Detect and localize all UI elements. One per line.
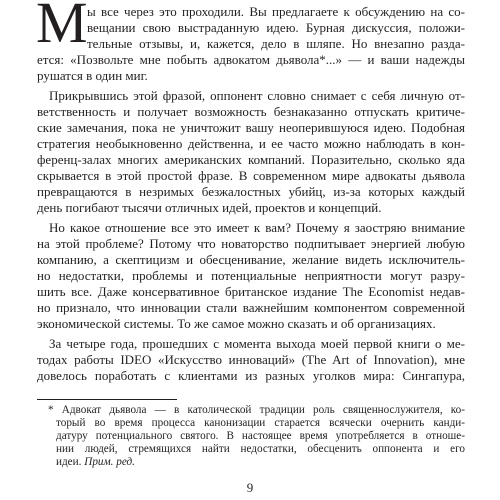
body-line: экономической системы. То же самое можно сказать и об организациях.: [37, 316, 436, 331]
body-line: ские замечания, пока не уничтожит вашу неоперившуюся идею. Подобная: [37, 120, 465, 135]
body-line: тельные отзывы, и, кажется, дело в шляпе. Но внезапно разда-: [87, 36, 465, 51]
body-line: но признало, что инновации стали важнейшим компонентом современной: [37, 300, 465, 315]
body-line: стратегия необыкновенно действенна, и ее часто можно наблюдать в кон-: [37, 136, 465, 151]
editor-note: Прим. ред.: [84, 456, 135, 468]
body-line: ется: «Позвольте мне побыть адвокатом дьявола*...» — и ваши надежды: [37, 52, 465, 67]
body-line: шить все. Даже консервативное британское издание The Economist недав-: [37, 284, 465, 299]
footnote-line: [56, 456, 465, 469]
body-line: скрывается в этой простой фразе. В современном мире адвокаты дьявола: [37, 168, 465, 183]
body-line: тодах работы IDEO «Искусство инноваций» (The Art of Innovation), мне: [37, 352, 465, 367]
body-line: на этой проблеме? Потому что новаторство подпитывает энергией любую: [37, 236, 465, 251]
body-line: день погибают тысячи отличных идей, проектов и концепций.: [37, 200, 382, 215]
body-line: рушатся в один миг.: [37, 68, 148, 83]
footnote-line: торый во время процесса канонизации старается всячески очернить канди-: [56, 417, 465, 429]
footnote-text: идеи.: [56, 456, 82, 468]
body-line: ференц-залах многих американских компаний. Поразительно, сколько яда: [37, 152, 465, 167]
body-line: Но какое отношение все это имеет к вам? Почему я заостряю внимание: [49, 220, 465, 235]
body-line: компанию, а скептицизм и обесценивание, желание видеть исключитель-: [37, 252, 465, 267]
footnote-divider: [37, 399, 177, 400]
body-line: но недостатки, проблемы и потенциальные неприятности могут разру-: [37, 268, 465, 283]
footnote-line: нии людей, стремящихся найти недостатки, обесценить оппонента и его: [56, 443, 465, 455]
page-number: 9: [246, 480, 254, 495]
body-line: ветственность и получает возможность безнаказанно отпускать критиче-: [37, 104, 465, 119]
body-line: ы все через это проходили. Вы предлагаете к обсуждению на со-: [87, 4, 465, 19]
body-line: превращаются в незримых безжалостных убийц, из-за которых каждый: [37, 184, 465, 199]
body-line: вещании свою выстраданную идею. Бурная дискуссия, положи-: [87, 20, 465, 35]
body-line: За четыре года, прошедших с момента выхода моей первой книги о ме-: [49, 336, 465, 351]
footnote-line: датуру потенциального святого. В настоящее время употребляется в отноше-: [56, 430, 465, 442]
drop-cap: М: [36, 0, 88, 55]
body-line: довелось поработать с клиентами из разных уголков мира: Сингапура,: [37, 368, 465, 383]
body-line: Прикрывшись этой фразой, оппонент словно снимает с себя личную от-: [49, 88, 465, 103]
footnote-line: * Адвокат дьявола — в католической традиции роль священнослужителя, ко-: [48, 404, 465, 416]
